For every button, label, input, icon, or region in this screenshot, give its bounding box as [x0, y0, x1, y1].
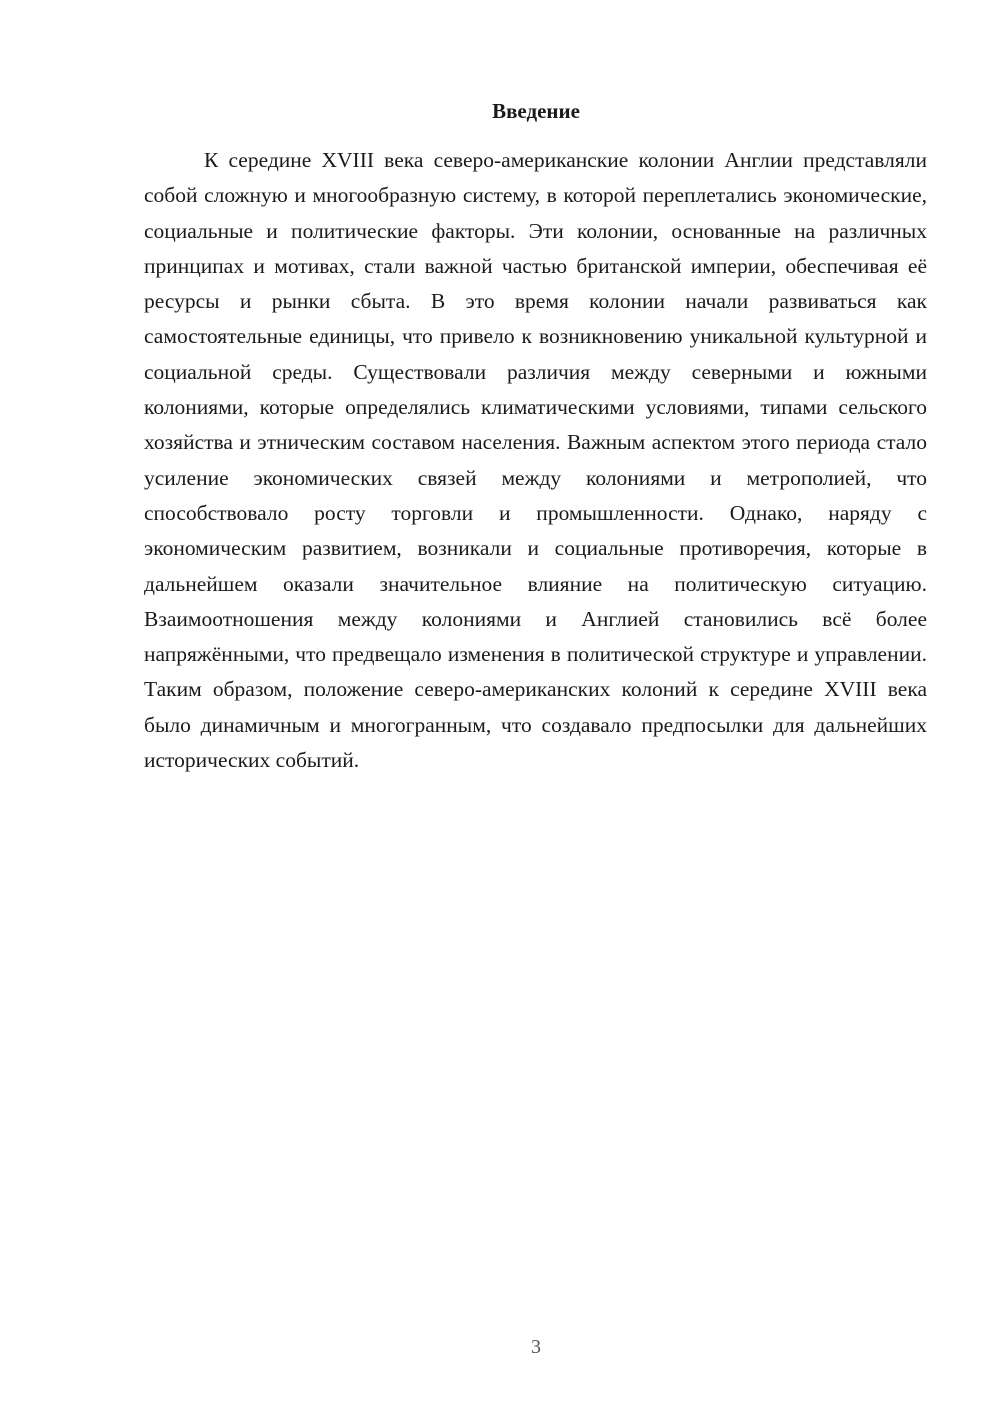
page-number: 3	[531, 1336, 541, 1358]
body-paragraph: К середине XVIII века северо-американские колонии Англии представляли собой сложную и многообразную систему, в которой переплетались экономические, социальные и политические факторы. Эти колонии, основанные на различных принципах и мотивах, стали важной частью британской империи, обеспечивая её ресурсы и рынки сбыта. В это время колонии начали развиваться как самостоятельные единицы, что привело к возникновению уникальной культурной и социальной среды. Существовали различия между северными и южными колониями, которые определялись климатическими условиями, типами сельского хозяйства и этническим составом населения. Важным аспектом этого периода стало усиление экономических связей между колониями и метрополией, что способствовало росту торговли и промышленности. Однако, наряду с экономическим развитием, возникали и социальные противоречия, которые в дальнейшем оказали значительное влияние на политическую ситуацию. Взаимоотношения между колониями и Англией становились всё более напряжёнными, что предвещало изменения в политической структуре и управлении. Таким образом, положение северо-американских колоний к середине XVIII века было динамичным и многогранным, что создавало предпосылки для дальнейших исторических событий.	[144, 148, 927, 773]
page-title: Введение	[492, 99, 580, 123]
